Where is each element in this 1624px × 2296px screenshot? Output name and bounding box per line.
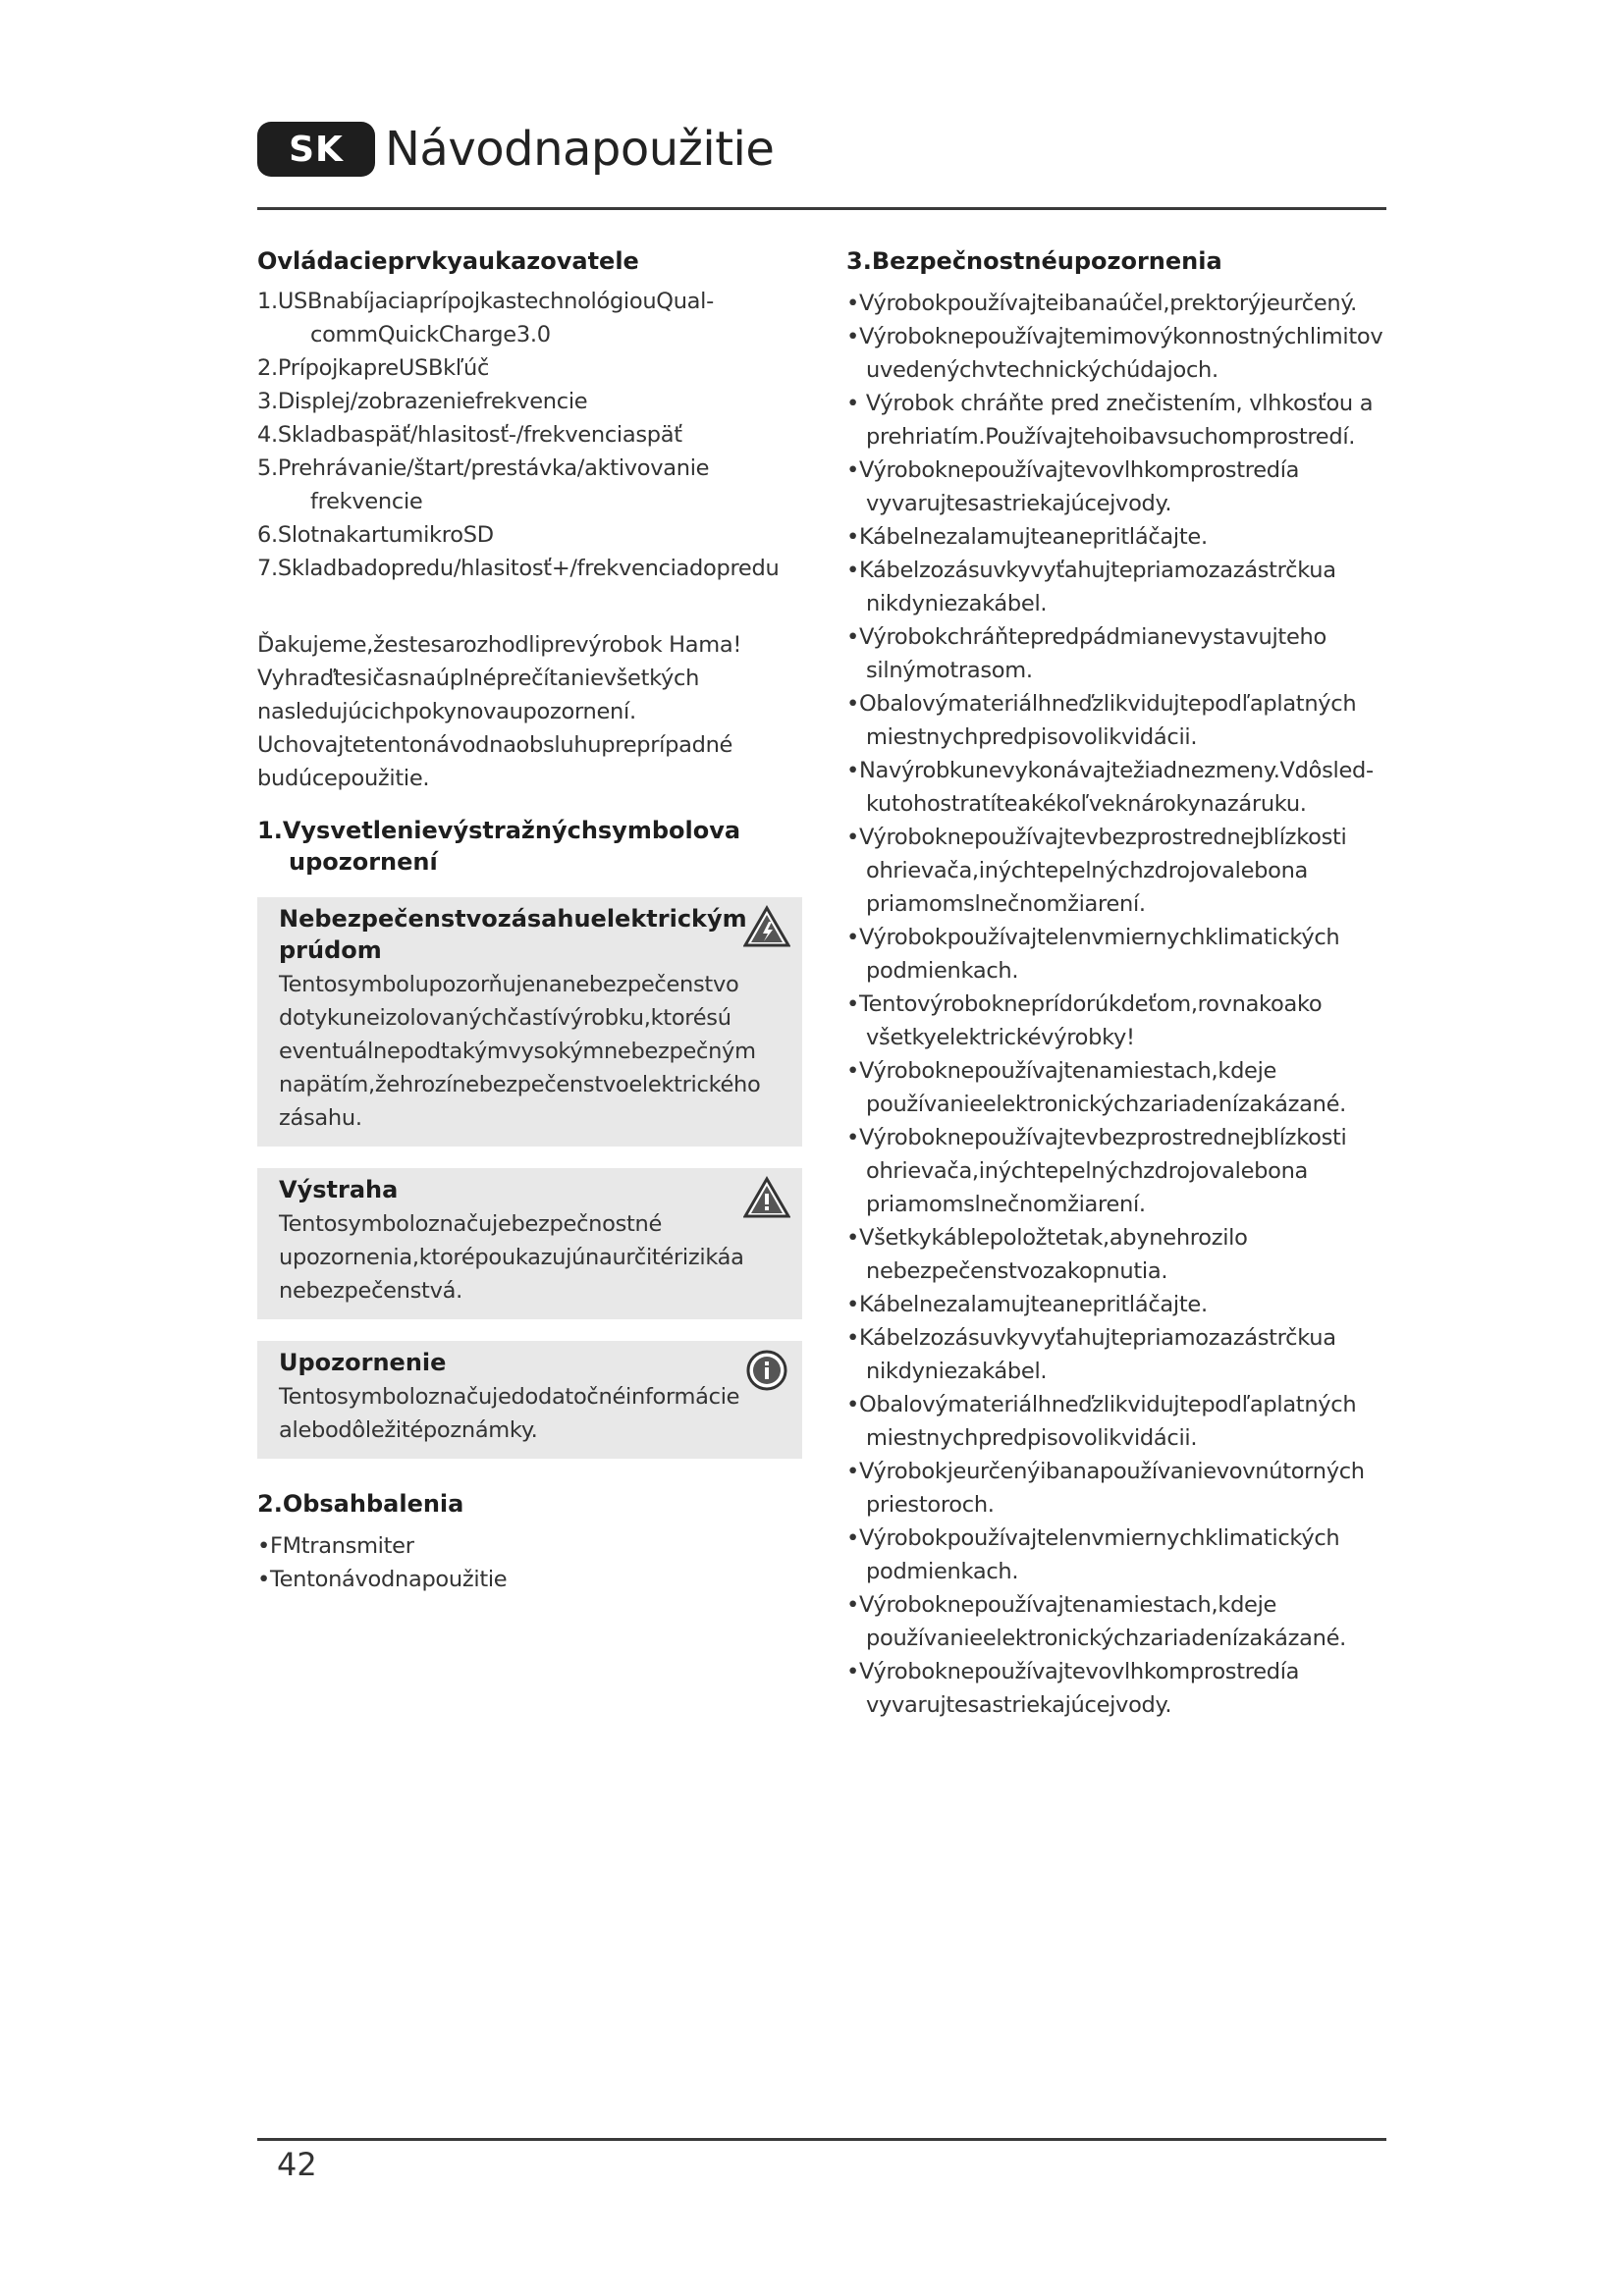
list-item: 6.SlotnakartumikroSD: [257, 522, 494, 548]
footer-divider: [257, 2138, 1386, 2141]
intro-paragraph: Vyhraďtesičasnaúplnéprečítanievšetkých nasledujúcichpokynovaupozornení.: [257, 666, 700, 724]
info-circle-icon: [743, 1349, 790, 1392]
list-item: •Tentonávodnapoužitie: [257, 1567, 508, 1592]
list-item: •Obalovýmateriálhneďzlikvidujtepodľaplatných miestnychpredpisovolikvidácii.: [846, 1392, 1357, 1451]
list-item: •Všetkykáblepoložtetak,abynehrozilo nebezpečenstvozakopnutia.: [846, 1225, 1248, 1284]
list-item: 7.Skladbadopredu/hlasitosť+/frekvenciadopredu: [257, 556, 780, 581]
list-item: •Výroboknepoužívajtevovlhkomprostredía vyvarujtesastriekajúcejvody.: [846, 457, 1300, 516]
right-column: [846, 245, 1386, 1722]
danger-box: [257, 897, 802, 1147]
box-title: Nebezpečenstvozásahuelektrickým prúdom: [279, 905, 747, 964]
list-item: 5.Prehrávanie/štart/prestávka/aktivovanie frekvencie: [257, 455, 710, 514]
list-item: •Obalovýmateriálhneďzlikvidujtepodľaplatných miestnychpredpisovolikvidácii.: [846, 691, 1357, 750]
section-heading: 3.Bezpečnostnéupozornenia: [846, 247, 1222, 275]
page-number: 42: [277, 2146, 317, 2183]
safety-list: [846, 287, 1386, 1722]
page-title: Návodnapoužitie: [385, 122, 775, 177]
list-item: •Kábelzozásuvkyvyťahujtepriamozazástrčkua nikdyniezakábel.: [846, 1325, 1336, 1384]
note-box: [257, 1341, 802, 1459]
section-warning-symbols: [257, 815, 802, 1459]
list-item: •Kábelzozásuvkyvyťahujtepriamozazástrčkua nikdyniezakábel.: [846, 558, 1336, 616]
list-item: 3.Displej/zobrazeniefrekvencie: [257, 389, 588, 414]
list-item: •Výrobokpoužívajtelenvmiernychklimatických podmienkach.: [846, 1525, 1340, 1584]
list-item: 2.PrípojkapreUSBkľúč: [257, 355, 490, 381]
list-item: •Výroboknepoužívajtenamiestach,kdeje používanieelektronickýchzariadenízakázané.: [846, 1592, 1346, 1651]
intro-text: [257, 628, 802, 795]
list-item: •Výrobokpoužívajtelenvmiernychklimatických podmienkach.: [846, 925, 1340, 984]
controls-list: [257, 285, 802, 585]
list-item: •Kábelnezalamujteanepritláčajte.: [846, 524, 1208, 550]
list-item: •Výroboknepoužívajtemimovýkonnostnýchlimitov uvedenýchvtechnickýchúdajoch.: [846, 324, 1383, 383]
warning-triangle-icon: [743, 905, 790, 948]
left-column: [257, 245, 802, 1596]
list-item: •Výroboknepoužívajtenamiestach,kdeje používanieelektronickýchzariadenízakázané.: [846, 1058, 1346, 1117]
list-item: •Výrobokjeurčenýibanapoužívanievovnútorných priestoroch.: [846, 1459, 1365, 1518]
list-item: 4.Skladbaspäť/hlasitosť-/frekvenciaspäť: [257, 422, 682, 448]
section-package-contents: [257, 1488, 802, 1596]
warning-box: [257, 1168, 802, 1319]
header-divider: [257, 207, 1386, 210]
warning-triangle-icon: [743, 1176, 790, 1219]
list-item: •Navýrobkunevykonávajtežiadnezmeny.Vdôsled-kutohostratíteakékoľveknárokynazáruku.: [846, 758, 1374, 817]
section-heading-cont: upozornení: [289, 848, 438, 876]
language-badge: SK: [257, 122, 375, 177]
list-item: 1.USBnabíjaciaprípojkastechnológiouQual-commQuickCharge3.0: [257, 289, 714, 347]
section-heading: 1.Vysvetlenievýstražnýchsymbolova: [257, 817, 741, 844]
section-heading: 2.Obsahbalenia: [257, 1490, 464, 1518]
controls-heading: Ovládacieprvkyaukazovatele: [257, 247, 639, 275]
thanks-paragraph: Ďakujeme,žestesarozhodliprevýrobok Hama!: [257, 632, 742, 658]
package-list: [257, 1529, 802, 1596]
box-text: Tentosymboloznačujebezpečnostné upozornenia,ktorépoukazujúnaurčitérizikáa nebezpečenstvá.: [279, 1211, 744, 1304]
page-header: [257, 120, 774, 179]
box-text: Tentosymboloznačujedodatočnéinformácie alebodôležitépoznámky.: [279, 1384, 740, 1443]
list-item: •FMtransmiter: [257, 1533, 414, 1559]
box-title: Upozornenie: [279, 1349, 447, 1376]
list-item: •Výrobokpoužívajteibanaúčel,prektorýjeurčený.: [846, 291, 1358, 316]
list-item: •Tentovýrobokneprídorúkdeťom,rovnakoako všetkyelektrickévýrobky!: [846, 991, 1323, 1050]
box-title: Výstraha: [279, 1176, 399, 1203]
list-item: • Výrobok chráňte pred znečistením, vlhkosťou a prehriatím.Používajtehoibavsuchomprostredí.: [846, 391, 1374, 450]
list-item: •Kábelnezalamujteanepritláčajte.: [846, 1292, 1208, 1317]
intro-paragraph: Uchovajtetentonávodnaobsluhupreprípadné budúcepoužitie.: [257, 732, 733, 791]
list-item: •Výrobokchráňtepredpádmianevystavujteho silnýmotrasom.: [846, 624, 1326, 683]
list-item: •Výroboknepoužívajtevbezprostrednejblízkosti ohrievača,inýchtepelnýchzdrojovalebona priamomslnečnomžiarení.: [846, 1125, 1347, 1217]
list-item: •Výroboknepoužívajtevbezprostrednejblízkosti ohrievača,inýchtepelnýchzdrojovalebona priamomslnečnomžiarení.: [846, 825, 1347, 917]
list-item: •Výroboknepoužívajtevovlhkomprostredía vyvarujtesastriekajúcejvody.: [846, 1659, 1300, 1718]
box-text: Tentosymbolupozorňujenanebezpečenstvo dotykuneizolovanýchčastívýrobku,ktorésú eventuálnepodtakýmvysokýmnebezpečným napätím,žehrozínebezpečenstvoelektrického zásahu.: [279, 972, 761, 1131]
